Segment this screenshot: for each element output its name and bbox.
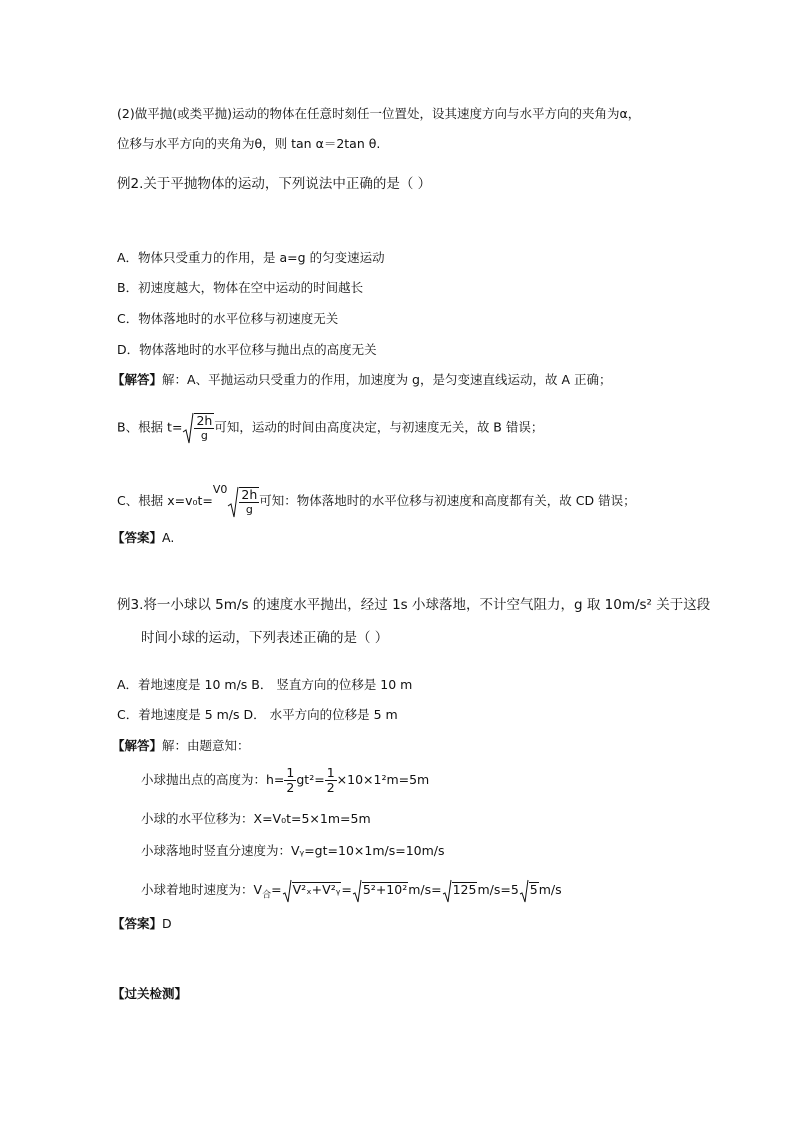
example-3-question-line-2: 时间小球的运动，下列表述正确的是（ ） bbox=[141, 630, 389, 646]
answer-label: 【答案】 bbox=[112, 916, 163, 931]
example-3-height bbox=[141, 762, 429, 798]
example-2-solution-a bbox=[112, 372, 611, 388]
solution-intro-text: 解：由题意知： bbox=[162, 738, 250, 753]
solution-c-pre: C、根据 x=v₀t= bbox=[117, 493, 213, 508]
example-2-solution-c bbox=[117, 477, 636, 518]
example-2-option-d: D．物体落地时的水平位移与抛出点的高度无关 bbox=[117, 342, 377, 357]
solution-label: 【解答】 bbox=[112, 738, 163, 753]
frac-den: g bbox=[200, 429, 208, 442]
height-post: ×10×1²m=5m bbox=[336, 772, 430, 787]
radicand-125: 125 bbox=[452, 882, 477, 897]
example-2-solution-b bbox=[117, 412, 543, 444]
example-3-option-ab: A．着地速度是 10 m/s B． 竖直方向的位移是 10 m bbox=[117, 677, 413, 692]
frac-num: 2h bbox=[196, 413, 213, 428]
half-fraction-2: $\frac{1}{2}$ bbox=[326, 765, 335, 795]
example-2-option-b: B．初速度越大，物体在空中运动的时间越长 bbox=[117, 280, 364, 295]
paragraph-2-line-1: (2)做平抛(或类平抛)运动的物体在任意时刻任一位置处，设其速度方向与水平方向的夹角为α， bbox=[117, 106, 641, 121]
radical-sign-icon bbox=[282, 879, 292, 903]
example-2-option-a: A．物体只受重力的作用，是 a=g 的匀变速运动 bbox=[117, 250, 385, 265]
frac-num-c: 2h bbox=[241, 486, 258, 502]
sqrt-2h-over-g bbox=[182, 412, 214, 444]
section-title: 【过关检测】 bbox=[112, 986, 188, 1001]
solution-a-text: 解：A、平抛运动只受重力的作用，加速度为 g，是匀变速直线运动，故 A 正确； bbox=[162, 372, 612, 387]
answer-label: 【答案】 bbox=[112, 530, 163, 545]
half-fraction: $\frac{1}{2}$ bbox=[286, 765, 295, 795]
example-3-option-cd: C．着地速度是 5 m/s D． 水平方向的位移是 5 m bbox=[117, 707, 398, 722]
radical-sign-icon bbox=[352, 879, 362, 903]
radicand-vx-vy: V²ₓ+V²ᵧ bbox=[292, 882, 341, 897]
example-3-vertical-velocity: 小球落地时竖直分速度为：Vᵧ=gt=10×1m/s=10m/s bbox=[141, 843, 445, 858]
radical-sign-icon bbox=[519, 879, 529, 903]
height-pre: 小球抛出点的高度为：h= bbox=[141, 772, 285, 787]
example-2-option-c: C．物体落地时的水平位移与初速度无关 bbox=[117, 311, 339, 326]
final-pre: 小球着地时速度为：V bbox=[141, 882, 263, 897]
answer-value: A. bbox=[162, 530, 175, 545]
radical-sign-icon bbox=[227, 486, 239, 518]
height-mid: gt²= bbox=[296, 772, 325, 787]
example-3-answer bbox=[112, 916, 172, 932]
solution-c-coef: V0 bbox=[212, 483, 228, 496]
answer-value: D bbox=[162, 916, 172, 931]
frac-den-c: g bbox=[245, 502, 253, 516]
example-2-question: 例2.关于平抛物体的运动，下列说法中正确的是（ ） bbox=[117, 176, 432, 192]
sqrt-2h-over-g-c bbox=[227, 486, 259, 518]
example-3-horizontal-displacement: 小球的水平位移为：X=V₀t=5×1m=5m bbox=[141, 811, 371, 826]
example-3-final-velocity: 小球着地时速度为：$V_合=$ V²ₓ+V²ᵧ= 5²+10²m/s= 125m/s=5 5m/s bbox=[141, 876, 562, 910]
example-3-solution-intro bbox=[112, 738, 250, 754]
solution-c-post: 可知：物体落地时的水平位移与初速度和高度都有关，故 CD 错误； bbox=[259, 493, 636, 508]
final-sub: 合 bbox=[262, 890, 272, 901]
radical-sign-icon bbox=[442, 879, 452, 903]
solution-b-post: 可知，运动的时间由高度决定，与初速度无关，故 B 错误； bbox=[214, 419, 544, 435]
radical-sign-icon bbox=[182, 412, 194, 444]
paragraph-2-line-2: 位移与水平方向的夹角为θ，则 tan α＝2tan θ. bbox=[117, 136, 381, 151]
example-2-answer bbox=[112, 530, 174, 546]
solution-label: 【解答】 bbox=[112, 372, 163, 387]
radicand-5: 5 bbox=[529, 882, 538, 897]
solution-b-pre: B、根据 t= bbox=[117, 419, 183, 435]
radicand-5-10: 5²+10² bbox=[362, 882, 408, 897]
example-3-question-line-1: 例3.将一小球以 5m/s 的速度水平抛出，经过 1s 小球落地，不计空气阻力，g 取 10m/s² 关于这段 bbox=[117, 597, 711, 613]
